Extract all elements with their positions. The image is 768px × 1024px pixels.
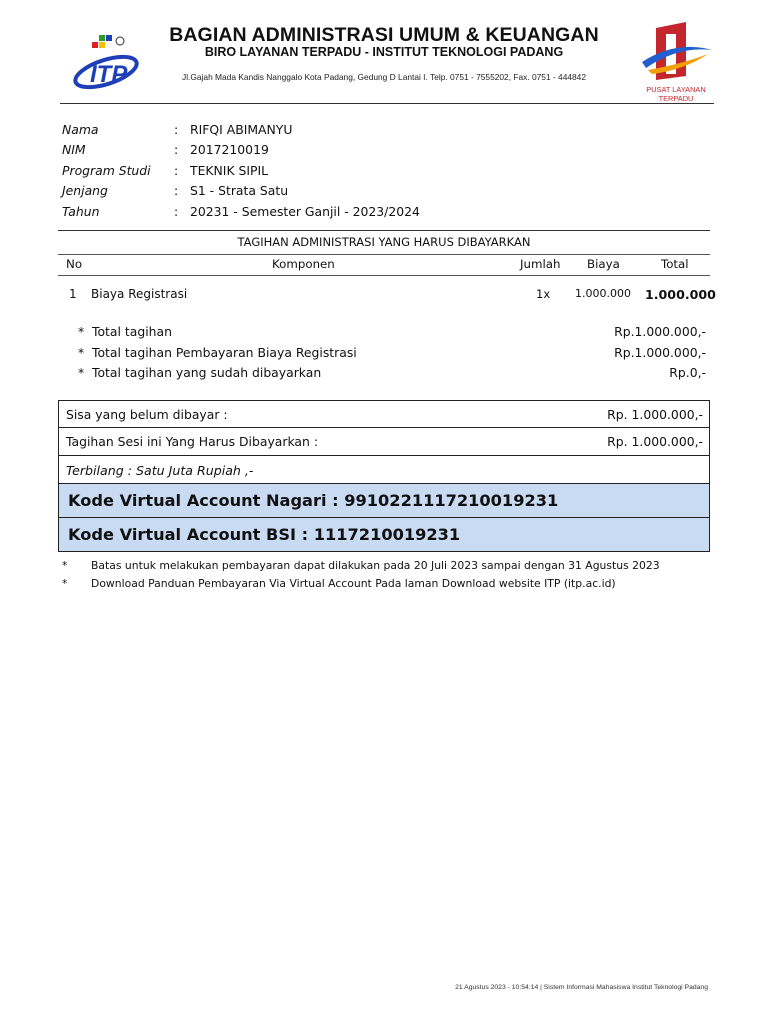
identity-colon: : (174, 162, 179, 178)
note-download-guide (62, 577, 702, 590)
student-identity (62, 119, 622, 222)
identity-label: Nama (62, 121, 99, 137)
degree-level: S1 - Strata Satu (190, 183, 289, 199)
office-title: BAGIAN ADMINISTRASI UMUM & KEUANGAN (169, 24, 599, 46)
total-tagihan-row (78, 324, 706, 339)
col-header-total: Total (661, 257, 689, 271)
col-header-biaya: Biaya (587, 257, 620, 271)
total-value: Rp.1.000.000,- (614, 345, 706, 360)
svg-text:TERPADU: TERPADU (658, 94, 694, 103)
session-bill-value: Rp. 1.000.000,- (607, 434, 703, 449)
row-jumlah: 1x (536, 287, 551, 301)
print-footer: 21 Agustus 2023 - 10:54:14 | Sistem Informasi Mahasiswa Institut Teknologi Padang (455, 984, 708, 991)
remaining-value: Rp. 1.000.000,- (607, 407, 703, 422)
row-komponen: Biaya Registrasi (91, 287, 188, 301)
row-no: 1 (69, 287, 77, 301)
billing-title: TAGIHAN ADMINISTRASI YANG HARUS DIBAYARKAN (237, 235, 531, 249)
row-total: 1.000.000 (645, 287, 716, 302)
va-nagari-row: Kode Virtual Account Nagari : 9910221117210019231 (59, 484, 709, 517)
billing-top-divider (58, 230, 710, 231)
total-label: Total tagihan (92, 324, 172, 339)
amount-in-words-row (59, 456, 709, 484)
total-registrasi-row (78, 345, 706, 360)
amount-in-words: Terbilang : Satu Juta Rupiah ,- (66, 462, 254, 478)
va-bsi-row: Kode Virtual Account BSI : 1117210019231 (59, 518, 709, 551)
col-header-komponen: Komponen (272, 257, 335, 271)
identity-label: NIM (62, 142, 86, 158)
identity-label: Jenjang (62, 183, 108, 199)
table-header-top-line (58, 254, 710, 255)
identity-colon: : (174, 121, 179, 137)
col-header-no: No (66, 257, 83, 271)
office-address: Jl.Gajah Mada Kandis Nanggalo Kota Padang, Gedung D Lantai I. Telp. 0751 - 7555202, Fax. 0751 - 444842 (182, 72, 586, 82)
academic-year: 20231 - Semester Ganjil - 2023/2024 (190, 203, 420, 219)
student-nim: 2017210019 (190, 142, 269, 158)
row-biaya: 1.000.000 (575, 287, 631, 300)
svg-text:ITP: ITP (90, 61, 128, 88)
note-text: Batas untuk melakukan pembayaran dapat dilakukan pada 20 Juli 2023 sampai dengan 31 Agustus 2023 (91, 559, 660, 572)
session-bill-row (59, 428, 709, 455)
total-paid-row (78, 365, 706, 380)
bullet-star: * (78, 365, 85, 380)
table-header-bottom-line (58, 275, 710, 276)
identity-row-nim (62, 140, 622, 161)
pusat-layanan-logo (638, 20, 714, 104)
total-label: Total tagihan yang sudah dibayarkan (92, 365, 322, 380)
identity-colon: : (174, 142, 179, 158)
student-name: RIFQI ABIMANYU (190, 121, 293, 137)
bullet-star: * (78, 324, 85, 339)
office-subtitle: BIRO LAYANAN TERPADU - INSTITUT TEKNOLOGI PADANG (204, 45, 564, 59)
document-header (60, 18, 714, 104)
session-bill-label: Tagihan Sesi ini Yang Harus Dibayarkan : (66, 434, 318, 449)
header-divider (60, 103, 714, 104)
itp-logo (70, 32, 146, 94)
bullet-star: * (78, 345, 85, 360)
total-value: Rp.0,- (669, 365, 706, 380)
identity-colon: : (174, 203, 179, 219)
identity-label: Program Studi (62, 162, 151, 178)
remaining-label: Sisa yang belum dibayar : (66, 407, 228, 422)
note-deadline (62, 559, 702, 572)
study-program: TEKNIK SIPIL (190, 162, 269, 178)
identity-row-tahun (62, 201, 622, 222)
identity-label: Tahun (62, 203, 100, 219)
identity-row-nama (62, 119, 622, 140)
identity-row-jenjang (62, 181, 622, 202)
col-header-jumlah: Jumlah (520, 257, 561, 271)
bullet-star: * (62, 559, 68, 572)
remaining-balance-row (59, 401, 709, 428)
identity-colon: : (174, 183, 179, 199)
total-label: Total tagihan Pembayaran Biaya Registrasi (92, 345, 357, 360)
svg-text:PUSAT LAYANAN: PUSAT LAYANAN (646, 85, 706, 94)
payment-summary-box (58, 400, 710, 552)
identity-row-program (62, 160, 622, 181)
bullet-star: * (62, 577, 68, 590)
total-value: Rp.1.000.000,- (614, 324, 706, 339)
note-text: Download Panduan Pembayaran Via Virtual Account Pada laman Download website ITP (itp.ac.id) (91, 577, 616, 590)
